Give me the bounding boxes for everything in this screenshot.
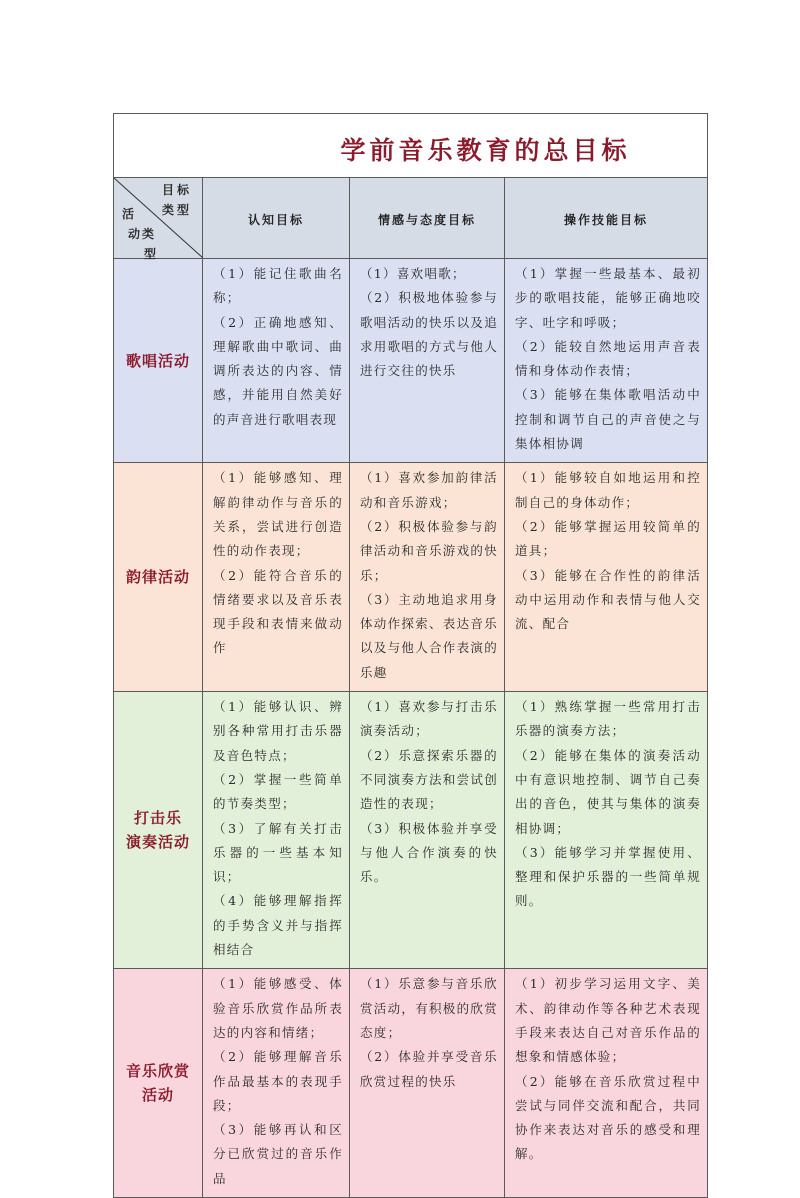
cell-affective: （1）喜欢唱歌； （2）积极地体验参与歌唱活动的快乐以及追求用歌唱的方式与他人进行交往的快乐 (350, 259, 505, 463)
cell-cognitive: （1）能够认识、辨别各种常用打击乐器及音色特点； （2）掌握一些简单的节奏类型； （3）了解有关打击乐器的一些基本知识； （4）能够理解指挥的手势含义并与指挥相结合 (203, 692, 350, 969)
row-header-appreciation: 音乐欣赏 活动 (114, 969, 203, 1198)
cell-cognitive: （1）能够感受、体验音乐欣赏作品所表达的内容和情绪； （2）能够理解音乐作品最基本的表现手段； （3）能够再认和区分已欣赏过的音乐作品 (203, 969, 350, 1198)
cell-skill: （1）掌握一些最基本、最初步的歌唱技能，能够正确地咬字、吐字和呼吸； （2）能较自然地运用声音表情和身体动作表情； （3）能够在集体歌唱活动中控制和调节自己的声音使之与集体相协调 (505, 259, 708, 463)
cell-affective: （1）乐意参与音乐欣赏活动，有积极的欣赏态度； （2）体验并享受音乐欣赏过程的快乐 (350, 969, 505, 1198)
goals-table (113, 113, 708, 1198)
table-row (114, 692, 708, 969)
cell-affective: （1）喜欢参加韵律活动和音乐游戏； （2）积极体验参与韵律活动和音乐游戏的快乐； （3）主动地追求用身体动作探索、表达音乐以及与他人合作表演的乐趣 (350, 463, 505, 692)
cell-affective: （1）喜欢参与打击乐演奏活动； （2）乐意探索乐器的不同演奏方法和尝试创造性的表现； （3）积极体验并享受与他人合作演奏的快乐。 (350, 692, 505, 969)
header-row (114, 178, 708, 259)
row-header-percussion: 打击乐 演奏活动 (114, 692, 203, 969)
title-cell (114, 114, 708, 178)
page-title: 学前音乐教育的总目标 (340, 135, 631, 165)
corner-top-label: 目标 类型 (161, 183, 192, 217)
table-row (114, 259, 708, 463)
table-row (114, 463, 708, 692)
cell-skill: （1）初步学习运用文字、美术、韵律动作等各种艺术表现手段来表达自己对音乐作品的想象和情感体验； （2）能够在音乐欣赏过程中尝试与同伴交流和配合，共同协作来表达对音乐的感受和理解。 (505, 969, 708, 1198)
row-header-rhythm: 韵律活动 (114, 463, 203, 692)
corner-header-cell (114, 178, 203, 259)
table-row (114, 969, 708, 1198)
title-row (114, 114, 708, 178)
cell-skill: （1）熟练掌握一些常用打击乐器的演奏方法； （2）能够在集体的演奏活动中有意识地控制、调节自己奏出的音色，使其与集体的演奏相协调； （3）能够学习并掌握使用、整理和保护乐器的一些简单规则。 (505, 692, 708, 969)
corner-bottom-label: 活 动类 型 (122, 207, 159, 261)
cell-cognitive: （1）能记住歌曲名称； （2）正确地感知、理解歌曲中歌词、曲调所表达的内容、情感，并能用自然美好的声音进行歌唱表现 (203, 259, 350, 463)
cell-skill: （1）能够较自如地运用和控制自己的身体动作； （2）能够掌握运用较简单的道具； （3）能够在合作性的韵律活动中运用动作和表情与他人交流、配合 (505, 463, 708, 692)
col-header-cognitive: 认知目标 (203, 178, 350, 259)
col-header-skill: 操作技能目标 (505, 178, 708, 259)
row-header-singing: 歌唱活动 (114, 259, 203, 463)
cell-cognitive: （1）能够感知、理解韵律动作与音乐的关系，尝试进行创造性的动作表现； （2）能符合音乐的情绪要求以及音乐表现手段和表情来做动作 (203, 463, 350, 692)
col-header-affective: 情感与态度目标 (350, 178, 505, 259)
